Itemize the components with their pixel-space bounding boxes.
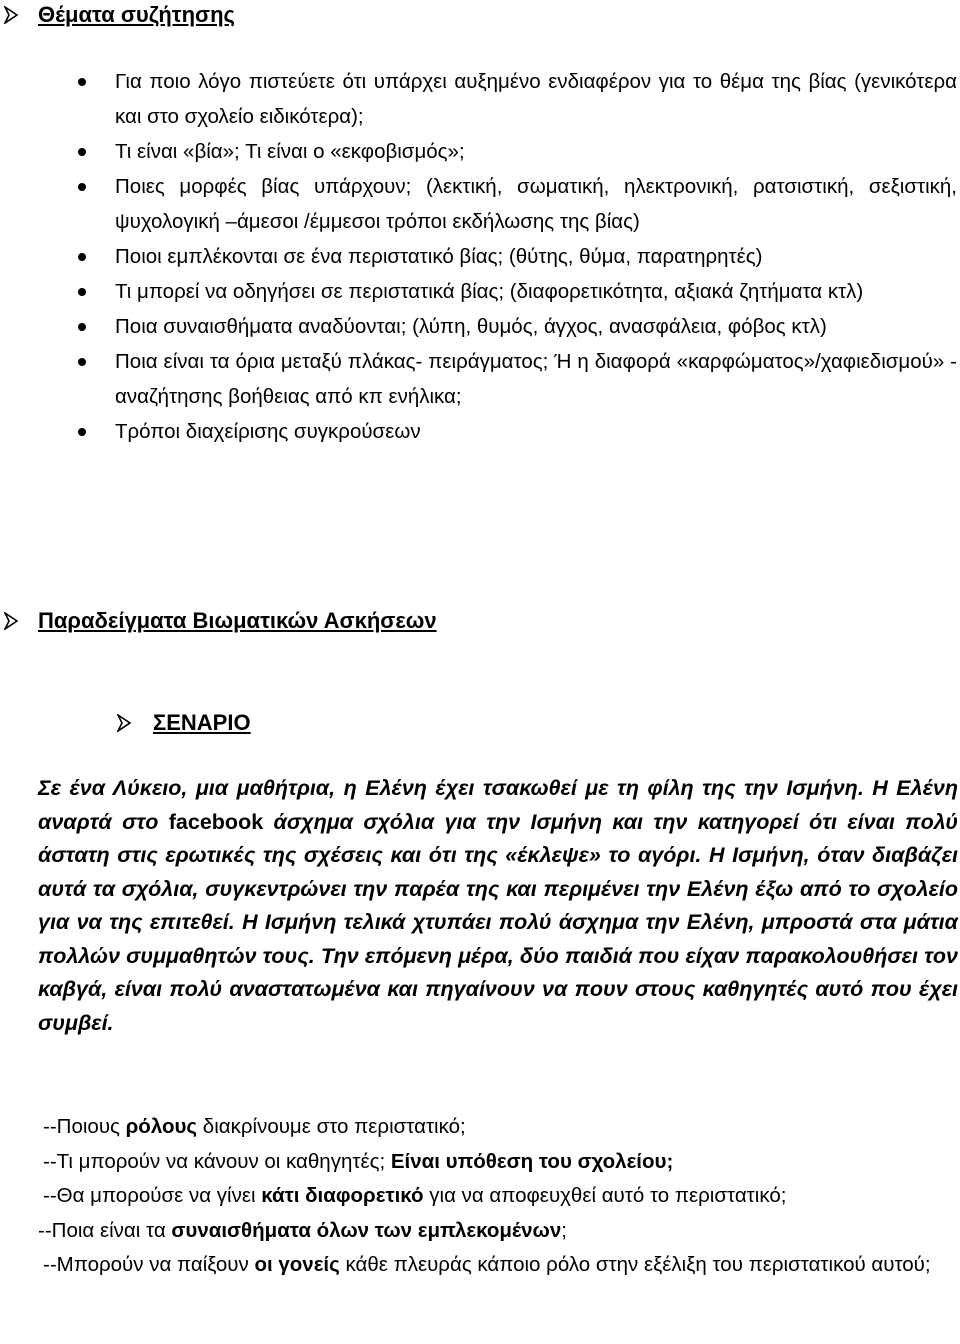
question-item	[38, 1110, 958, 1145]
bullet-icon	[78, 148, 86, 156]
section-heading-discussion-topics: Θέματα συζήτησης	[38, 2, 235, 27]
list-item-text: Τι μπορεί να οδηγήσει σε περιστατικά βίας; (διαφορετικότητα, αξιακά ζητήματα κτλ)	[115, 280, 864, 303]
question-text: --Ποια είναι τα	[38, 1218, 172, 1242]
scenario-paragraph	[38, 772, 958, 1040]
bullet-icon	[78, 428, 86, 436]
questions-list	[38, 1110, 958, 1283]
question-emphasis: οι γονείς	[254, 1253, 340, 1277]
scenario-text-part1: Σε ένα Λύκειο, μια μαθήτρια, η Ελένη έχει τσακωθεί με τη φίλη της την Ισμήνη. Η Ελένη αναρτά στο	[38, 776, 958, 834]
list-item	[115, 64, 957, 134]
scenario-text-facebook: facebook	[168, 809, 264, 834]
question-emphasis: κάτι διαφορετικό	[261, 1184, 424, 1208]
question-text: --Τι μπορούν να κάνουν οι καθηγητές;	[43, 1149, 391, 1173]
list-item-text: Ποιοι εμπλέκονται σε ένα περιστατικό βίας; (θύτης, θύμα, παρατηρητές)	[115, 245, 763, 268]
arrow-bullet-icon	[117, 714, 131, 732]
section-heading-exercises: Παραδείγματα Βιωματικών Ασκήσεων	[38, 608, 437, 633]
list-item-text: Ποια είναι τα όρια μεταξύ πλάκας- πειράγματος; Ή η διαφορά «καρφώματος»/χαφιεδισμού» - αναζήτησης βοήθειας από κπ ενήλικα;	[115, 350, 957, 408]
scenario-heading: ΣΕΝΑΡΙΟ	[153, 710, 251, 735]
scenario-text-part2: άσχημα σχόλια για την Ισμήνη και την κατηγορεί ότι είναι πολύ άστατη στις ερωτικές της σχέσεις και ότι της «έκλεψε» το αγόρι. Η Ισμήνη, όταν διαβάζει αυτά τα σχόλια, συγκεντρώνει την παρέα της και περιμένει την Ελένη έξω από το σχολείο για να της επιτεθεί. Η Ισμήνη τελικά χτυπάει πολύ άσχημα την Ελένη, μπροστά στα μάτια πολλών συμμαθητών τους. Την επόμενη μέρα, δύο παιδιά που είχαν παρακολουθήσει τον καβγά, είναι πολύ αναστατωμένα και πηγαίνουν να πουν στους καθηγητές αυτό που έχει συμβεί.	[38, 809, 958, 1035]
question-item	[38, 1145, 958, 1180]
question-text: διακρίνουμε στο περιστατικό;	[197, 1115, 466, 1138]
bullet-icon	[78, 358, 86, 366]
question-text: --Θα μπορούσε να γίνει	[43, 1184, 262, 1208]
list-item	[115, 169, 957, 239]
list-item-text: Για ποιο λόγο πιστεύετε ότι υπάρχει αυξημένο ενδιαφέρον για το θέμα της βίας (γενικότερα και στο σχολείο ειδικότερα);	[115, 70, 957, 128]
question-text: για να αποφευχθεί αυτό το περιστατικό;	[423, 1184, 787, 1208]
list-item-text: Ποια συναισθήματα αναδύονται; (λύπη, θυμός, άγχος, ανασφάλεια, φόβος κτλ)	[115, 315, 827, 338]
arrow-bullet-icon	[4, 612, 18, 630]
list-item	[115, 134, 957, 169]
question-text: κάθε πλευράς κάποιο ρόλο στην εξέλιξη του περιστατικού αυτού;	[339, 1253, 931, 1277]
list-item	[115, 274, 957, 309]
list-item	[115, 414, 957, 449]
question-text: --Ποιους	[43, 1115, 126, 1138]
bullet-icon	[78, 78, 86, 86]
list-item	[115, 239, 957, 274]
arrow-bullet-icon	[4, 6, 18, 24]
bullet-icon	[78, 323, 86, 331]
list-item-text: Ποιες μορφές βίας υπάρχουν; (λεκτική, σωματική, ηλεκτρονική, ρατσιστική, σεξιστική, ψυχολογική –άμεσοι /έμμεσοι τρόποι εκδήλωσης της βίας)	[115, 175, 957, 233]
list-item-text: Τι είναι «βία»; Τι είναι ο «εκφοβισμός»;	[115, 140, 465, 163]
question-text: ;	[561, 1218, 567, 1242]
question-text: --Μπορούν να παίξουν	[43, 1253, 255, 1277]
question-item	[38, 1179, 958, 1214]
discussion-topics-list	[115, 64, 957, 449]
question-emphasis: Είναι υπόθεση του σχολείου;	[390, 1149, 674, 1173]
question-item	[38, 1248, 958, 1283]
list-item	[115, 309, 957, 344]
question-emphasis: συναισθήματα όλων των εμπλεκομένων	[171, 1218, 562, 1242]
question-item	[38, 1214, 958, 1249]
question-emphasis: ρόλους	[125, 1115, 198, 1138]
list-item-text: Τρόποι διαχείρισης συγκρούσεων	[115, 420, 421, 443]
bullet-icon	[78, 253, 86, 261]
bullet-icon	[78, 288, 86, 296]
bullet-icon	[78, 183, 86, 191]
list-item	[115, 344, 957, 414]
